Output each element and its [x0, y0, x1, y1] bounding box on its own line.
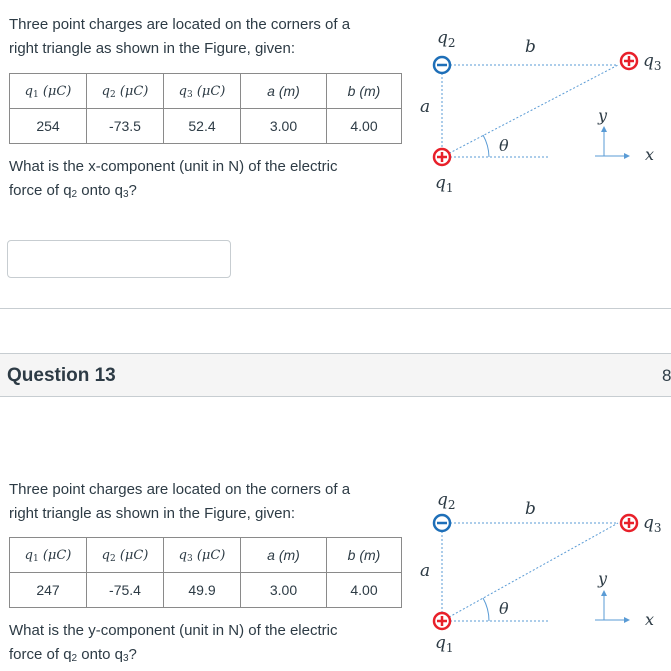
header-q1: q1 (μC)	[10, 74, 87, 109]
side-b-label: b	[525, 37, 536, 57]
value-b: 4.00	[327, 573, 402, 608]
angle-theta-label: θ	[499, 136, 509, 155]
q12-given-table	[9, 73, 402, 144]
q1-label: $q_1$	[435, 173, 454, 195]
axes-icon	[595, 126, 630, 159]
header-q2: q2 (μC)	[87, 74, 164, 109]
axis-x-label: x	[645, 610, 655, 629]
q1-label: $q_1$	[435, 633, 454, 655]
value-q3: 49.9	[164, 573, 241, 608]
side-a-label: a	[420, 97, 431, 117]
figure-lines	[442, 65, 618, 157]
header-a: a (m)	[241, 538, 327, 573]
triangle-figure	[405, 26, 671, 196]
q12-question	[9, 155, 379, 207]
table-row	[10, 109, 402, 144]
q3-label: $q_3$	[643, 513, 662, 535]
q13-intro	[9, 478, 379, 526]
q12-intro-line2: right triangle as shown in the Figure, given:	[9, 40, 295, 57]
q13-intro-line2: right triangle as shown in the Figure, given:	[9, 505, 295, 522]
axis-x-label: x	[645, 145, 655, 164]
table-row	[10, 573, 402, 608]
header-q3: q3 (μC)	[164, 74, 241, 109]
q3-positive-charge-icon	[621, 515, 637, 531]
value-q1: 254	[10, 109, 87, 144]
q13-question-line2: force of $q_2$ onto $q_3$?	[9, 646, 137, 664]
axis-y-label: y	[598, 106, 608, 125]
triangle-figure-2	[405, 490, 671, 660]
q2-label: $q_2$	[437, 490, 456, 512]
question-header	[0, 353, 671, 397]
value-q2: -73.5	[87, 109, 164, 144]
q13-intro-line1: Three point charges are located on the corners of a	[9, 481, 351, 498]
question-title: Question 13	[7, 365, 116, 386]
header-b: b (m)	[327, 538, 402, 573]
header-q1: q1 (μC)	[10, 538, 87, 573]
value-a: 3.00	[241, 573, 327, 608]
q12-intro-line1: Three point charges are located on the corners of a	[9, 16, 351, 33]
value-a: 3.00	[241, 109, 327, 144]
value-b: 4.00	[327, 109, 402, 144]
q1-positive-charge-icon	[434, 613, 450, 629]
q2-negative-charge-icon	[434, 57, 450, 73]
header-a: a (m)	[241, 74, 327, 109]
header-b: b (m)	[327, 74, 402, 109]
table-header-row	[10, 74, 402, 109]
q1-positive-charge-icon	[434, 149, 450, 165]
q3-label: $q_3$	[643, 51, 662, 73]
angle-theta-label: θ	[499, 599, 509, 618]
q12-question-line2: force of $q_2$ onto $q_3$?	[9, 182, 137, 200]
section-divider	[0, 308, 671, 309]
q13-given-table	[9, 537, 402, 608]
header-q2: q2 (μC)	[87, 538, 164, 573]
side-a-label: a	[420, 561, 431, 581]
q3-positive-charge-icon	[621, 53, 637, 69]
q12-intro	[9, 13, 379, 61]
table-header-row	[10, 538, 402, 573]
header-q3: q3 (μC)	[164, 538, 241, 573]
q2-negative-charge-icon	[434, 515, 450, 531]
side-b-label: b	[525, 499, 536, 519]
axes-icon	[595, 590, 630, 623]
axis-y-label: y	[598, 569, 608, 588]
q12-answer-input[interactable]	[7, 240, 231, 278]
question-points: 8	[662, 366, 671, 385]
value-q2: -75.4	[87, 573, 164, 608]
q12-question-line1: What is the x-component (unit in N) of the electric	[9, 158, 338, 175]
value-q3: 52.4	[164, 109, 241, 144]
figure-lines	[442, 523, 618, 621]
value-q1: 247	[10, 573, 87, 608]
q13-question	[9, 619, 379, 671]
q2-label: $q_2$	[437, 28, 456, 50]
q13-question-line1: What is the y-component (unit in N) of the electric	[9, 622, 338, 639]
